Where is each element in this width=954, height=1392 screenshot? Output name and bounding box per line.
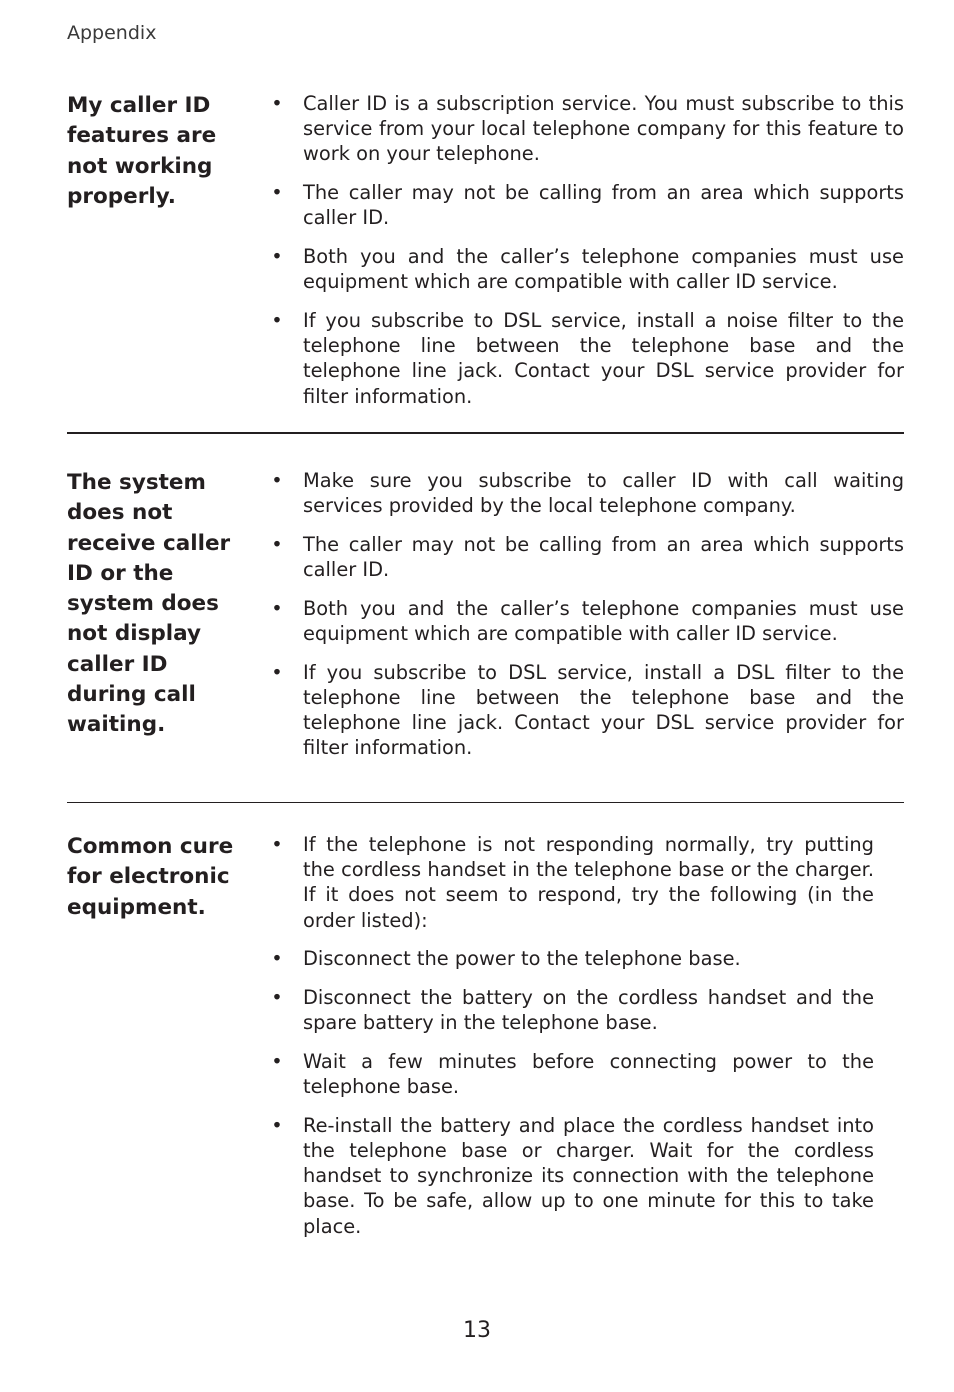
bullet-icon: • [271,92,283,115]
solution-text: The caller may not be calling from an area which supports caller ID. [303,181,904,230]
bullet-icon: • [271,181,283,205]
solution-item [270,468,904,518]
solution-item [270,180,904,230]
solution-text: If the telephone is not responding normally, try putting the cordless handset in the telephone base or the charger. If it does not seem to respond, try the following (in the order listed): [303,833,874,932]
solution-item [270,532,904,582]
solution-text: If you subscribe to DSL service, install a DSL filter to the telephone line between the telephone base and the telephone line jack. Contact your DSL service provider for filter information. [303,660,904,760]
section-divider [67,432,904,434]
page-number: 13 [463,1318,491,1343]
bullet-icon: • [271,245,283,269]
bullet-icon: • [271,986,283,1010]
solution-item [270,596,904,646]
section-title: Common cure for electronic equipment. [67,834,234,920]
bullet-icon: • [271,596,283,620]
solution-text: The caller may not be calling from an area which supports caller ID. [303,532,904,582]
bullet-icon: • [271,660,283,684]
bullet-icon: • [271,469,283,492]
solution-item [270,244,904,294]
solution-text: Both you and the caller’s telephone companies must use equipment which are compatible with caller ID service. [303,596,904,646]
bullet-icon: • [271,947,283,971]
solution-text: Disconnect the power to the telephone base. [303,947,741,971]
solution-item [270,308,904,409]
page-header: Appendix [67,22,157,44]
solution-list [270,832,874,1252]
solution-item [270,91,904,167]
section-title: The system does not receive caller ID or the system does not display caller ID during call waiting. [67,470,231,738]
bullet-icon: • [271,532,283,556]
solution-text: Both you and the caller’s telephone companies must use equipment which are compatible with caller ID service. [303,245,904,294]
solution-list [270,91,904,422]
solution-text: Caller ID is a subscription service. You must subscribe to this service from your local telephone company for this feature to work on your telephone. [303,92,904,166]
bullet-icon: • [271,308,283,332]
solution-item [270,946,874,971]
bullet-icon: • [271,1049,283,1073]
solution-item [270,1049,874,1099]
solution-text: Disconnect the battery on the cordless handset and the spare battery in the telephone base. [303,986,874,1035]
solution-item [270,1113,874,1239]
solution-item [270,985,874,1035]
solution-text: Make sure you subscribe to caller ID with call waiting services provided by the local telephone company. [303,469,904,518]
solution-list [270,468,904,774]
solution-item [270,660,904,761]
bullet-icon: • [271,1113,283,1137]
section-divider [67,802,904,803]
section-title: My caller ID features are not working properly. [67,93,217,209]
solution-text: Wait a few minutes before connecting power to the telephone base. [303,1049,874,1099]
solution-text: Re-install the battery and place the cordless handset into the telephone base or charger. Wait for the cordless handset to synchronize its connection with the telephone base. To be safe, allow up to one minute for this to take place. [303,1113,874,1238]
solution-item [270,832,874,933]
bullet-icon: • [271,833,283,856]
solution-text: If you subscribe to DSL service, install a noise filter to the telephone line between the telephone base and the telephone line jack. Contact your DSL service provider for filter information. [303,308,904,408]
